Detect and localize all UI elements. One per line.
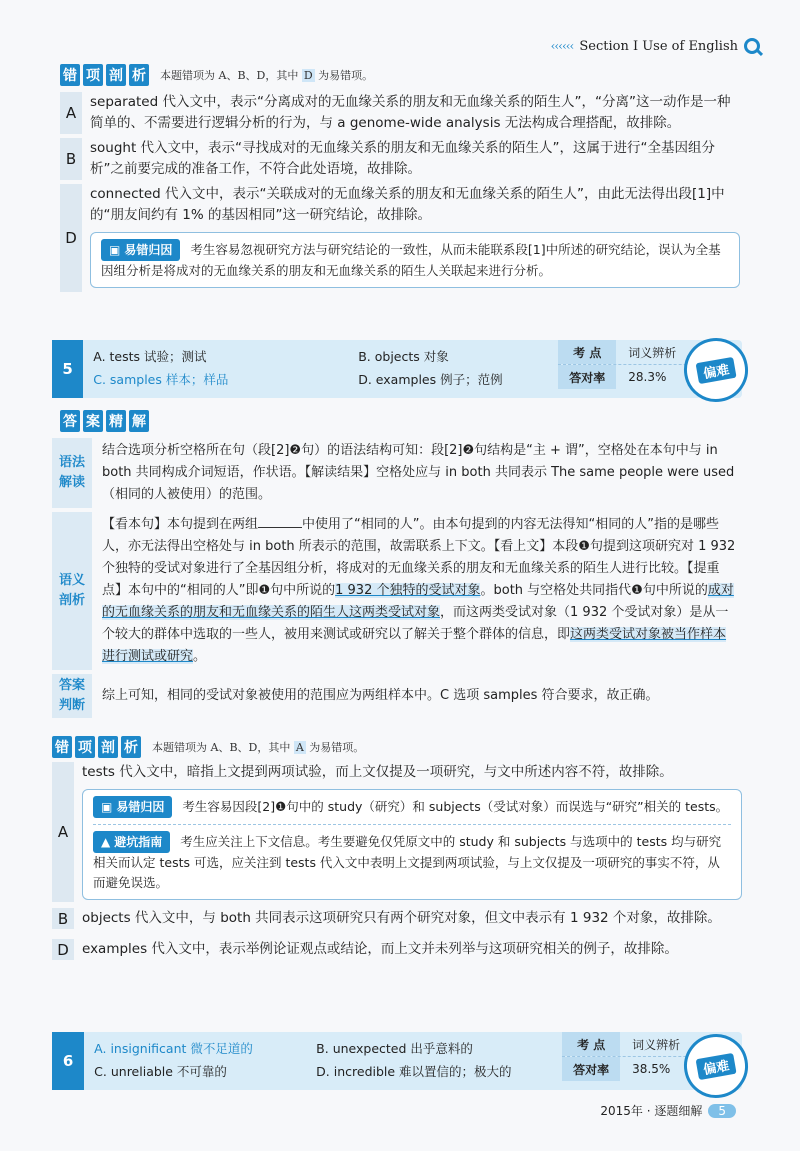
tip-text: 考生容易忽视研究方法与研究结论的一致性，从而未能联系段[1]中所述的研究结论，误认为全基因组分析是将成对的无血缘关系的朋友和无血缘关系的陌生人关联起来进行分析。 xyxy=(101,242,721,278)
wrong-item-text: examples 代入文中，表示举例论证观点或结论，而上文并未列举与这项研究相关的例子，故排除。 xyxy=(82,941,678,957)
q4-wrong-tag xyxy=(60,64,373,86)
judge-text: 综上可知，相同的受试对象被使用的范围应为两组样本中。C 选项 samples 符合要求，故正确。 xyxy=(102,688,659,703)
judge-section xyxy=(52,674,742,718)
tag-char: 剖 xyxy=(98,736,118,758)
stat-value: 28.3% xyxy=(628,370,667,384)
q6-band xyxy=(52,1032,742,1090)
tag-char: 析 xyxy=(121,736,141,758)
book-icon: ▣ xyxy=(101,800,113,814)
wrong-item-text: objects 代入文中，与 both 共同表示这项研究只有两个研究对象，但文中表示有 1 932 个对象，故排除。 xyxy=(82,910,721,926)
tag-char: 解 xyxy=(129,410,149,432)
tip-label: ▲ 避坑指南 xyxy=(93,831,170,853)
question-number: 6 xyxy=(52,1032,84,1090)
q5-band xyxy=(52,340,742,398)
stat-key: 答对率 xyxy=(558,365,616,389)
wrong-item-text: connected 代入文中，表示“关联成对的无血缘关系的朋友和无血缘关系的陌生人”，由此无法得出段[1]中的“朋友间约有 1% 的基因相同”这一研究结论，故排除。 xyxy=(90,186,725,223)
tip-text: 考生应关注上下文信息。考生要避免仅凭原文中的 study 和 subjects 与选项中的 tests 均与研究相关而认定 tests 可选，应关注到 tests 代入文中表明上文提到两项试验，与上文仅提及一项研究的事实不符，从而避免误选。 xyxy=(93,834,722,890)
semantic-text: 【看本句】本句提到在两组 中使用了“相同的人”。由本句提到的内容无法得知“相同的人”指的是哪些人，亦无法得出空格处与 in both 所表示的范围，故需联系上下文。【看上文】本段❶句提到这项研究对 1 932 个独特的受试对象进行了全基因组分析，将成对的无血缘关系的朋友和无血缘关系的陌生人进行比较。【提重点】本句中的“相同的人”即❶句中所说的1 932 个独特的受试对象。both 与空格处共同指代❶句中所说的成对的无血缘关系的朋友和无血缘关系的陌生人这两类受试对象，而这两类受试对象（1 932 个受试对象）是从一个较大的群体中选取的一些人，被用来测试或研究以了解关于整个群体的信息，即这两类受试对象被当作样本进行测试或研究。 xyxy=(102,517,736,664)
wrong-item-a xyxy=(60,92,740,134)
option-letter: B xyxy=(52,908,74,929)
difficulty-badge: 偏难 xyxy=(679,1029,753,1103)
stat-key: 答对率 xyxy=(562,1057,620,1081)
divider xyxy=(93,824,731,825)
question-number: 5 xyxy=(52,340,83,398)
option-a: A. tests 试验；测试 xyxy=(93,349,207,364)
tag-char: 项 xyxy=(83,64,103,86)
page-number: 5 xyxy=(708,1104,736,1118)
tip-row xyxy=(93,796,731,818)
option-d: D. incredible 难以置信的；极大的 xyxy=(316,1064,512,1079)
tag-char: 错 xyxy=(60,64,80,86)
option-c: C. unreliable 不可靠的 xyxy=(94,1064,227,1079)
tag-char: 精 xyxy=(106,410,126,432)
q5-wrong-list xyxy=(52,762,742,960)
stat-value: 38.5% xyxy=(632,1062,671,1076)
option-letter: D xyxy=(60,184,82,292)
tag-char: 答 xyxy=(60,410,80,432)
judge-label: 答案判断 xyxy=(52,674,92,718)
stat-value: 词义辨析 xyxy=(628,345,677,360)
tag-char: 剖 xyxy=(106,64,126,86)
q4-wrong-list xyxy=(60,92,740,292)
blank-line xyxy=(258,515,302,528)
footer-label: 2015年 · 逐题细解 xyxy=(600,1104,703,1118)
tip-box xyxy=(82,789,742,900)
tip-text: 考生容易因段[2]❶句中的 study（研究）和 subjects（受试对象）而误选与“研究”相关的 tests。 xyxy=(182,799,729,814)
option-a: A. insignificant 微不足道的 xyxy=(94,1041,253,1056)
wrong-item-text: separated 代入文中，表示“分离成对的无血缘关系的朋友和无血缘关系的陌生人”，“分离”这一动作是一种简单的、不需要进行逻辑分析的行为，与 a genome-wide analysis 无法构成合理搭配，故排除。 xyxy=(90,94,731,131)
stat-key: 考 点 xyxy=(558,340,616,364)
wrong-item-b xyxy=(60,138,740,180)
option-b: B. objects 对象 xyxy=(358,349,449,364)
tag-char: 错 xyxy=(52,736,72,758)
page-footer xyxy=(600,1102,736,1119)
grammar-text: 结合选项分析空格所在句（段[2]❷句）的语法结构可知：段[2]❷句结构是“主 + 谓”，空格处在本句中与 in both 共同构成介词短语，作状语。【解读结果】空格处应与 in both 共同表示 The same people were used（相同的人被使用）的范围。 xyxy=(102,443,735,502)
semantic-section xyxy=(52,512,742,670)
stat-key: 考 点 xyxy=(562,1032,620,1056)
wrong-item-a xyxy=(52,762,742,902)
book-icon: ▣ xyxy=(109,243,121,257)
grammar-label: 语法解读 xyxy=(52,438,92,508)
wrong-note: 本题错项为 A、B、D，其中 A 为易错项。 xyxy=(152,741,365,754)
wrong-item-text: sought 代入文中，表示“寻找成对的无血缘关系的朋友和无血缘关系的陌生人”，这属于进行“全基因组分析”之前要完成的准备工作，不符合此处语境，故排除。 xyxy=(90,140,716,177)
option-letter: D xyxy=(52,939,74,960)
tip-label: ▣ 易错归因 xyxy=(101,239,180,261)
difficulty-badge: 偏难 xyxy=(679,333,753,407)
option-letter: A xyxy=(60,92,82,134)
option-d: D. examples 例子；范例 xyxy=(358,372,503,387)
q6-options xyxy=(84,1032,562,1090)
option-letter: A xyxy=(52,762,74,902)
wrong-item-d xyxy=(52,939,742,960)
grammar-section xyxy=(52,438,742,508)
section-title: Section I Use of English xyxy=(579,38,738,54)
answer-tag xyxy=(60,410,149,432)
wrong-item-d xyxy=(60,184,740,292)
option-b: B. unexpected 出乎意料的 xyxy=(316,1041,473,1056)
wrong-item-text: tests 代入文中，暗指上文提到两项试验，而上文仅提及一项研究，与文中所述内容不符，故排除。 xyxy=(82,764,673,780)
tip-label: ▣ 易错归因 xyxy=(93,796,172,818)
page-header xyxy=(551,38,760,54)
semantic-label: 语义剖析 xyxy=(52,512,92,670)
wrong-item-b xyxy=(52,908,742,929)
stat-value: 词义辨析 xyxy=(632,1037,681,1052)
q5-wrong-tag xyxy=(52,736,364,758)
q5-analysis xyxy=(52,438,742,718)
wrong-note: 本题错项为 A、B、D，其中 D 为易错项。 xyxy=(160,69,374,82)
tag-char: 项 xyxy=(75,736,95,758)
warning-icon: ▲ xyxy=(101,835,111,849)
tip-row xyxy=(93,831,731,893)
header-arrows: ‹‹‹‹‹‹ xyxy=(550,39,574,53)
tag-char: 析 xyxy=(129,64,149,86)
option-c: C. samples 样本；样品 xyxy=(93,372,229,387)
tag-char: 案 xyxy=(83,410,103,432)
option-letter: B xyxy=(60,138,82,180)
search-icon xyxy=(744,38,760,54)
tip-box xyxy=(90,232,740,288)
q5-options xyxy=(83,340,558,398)
